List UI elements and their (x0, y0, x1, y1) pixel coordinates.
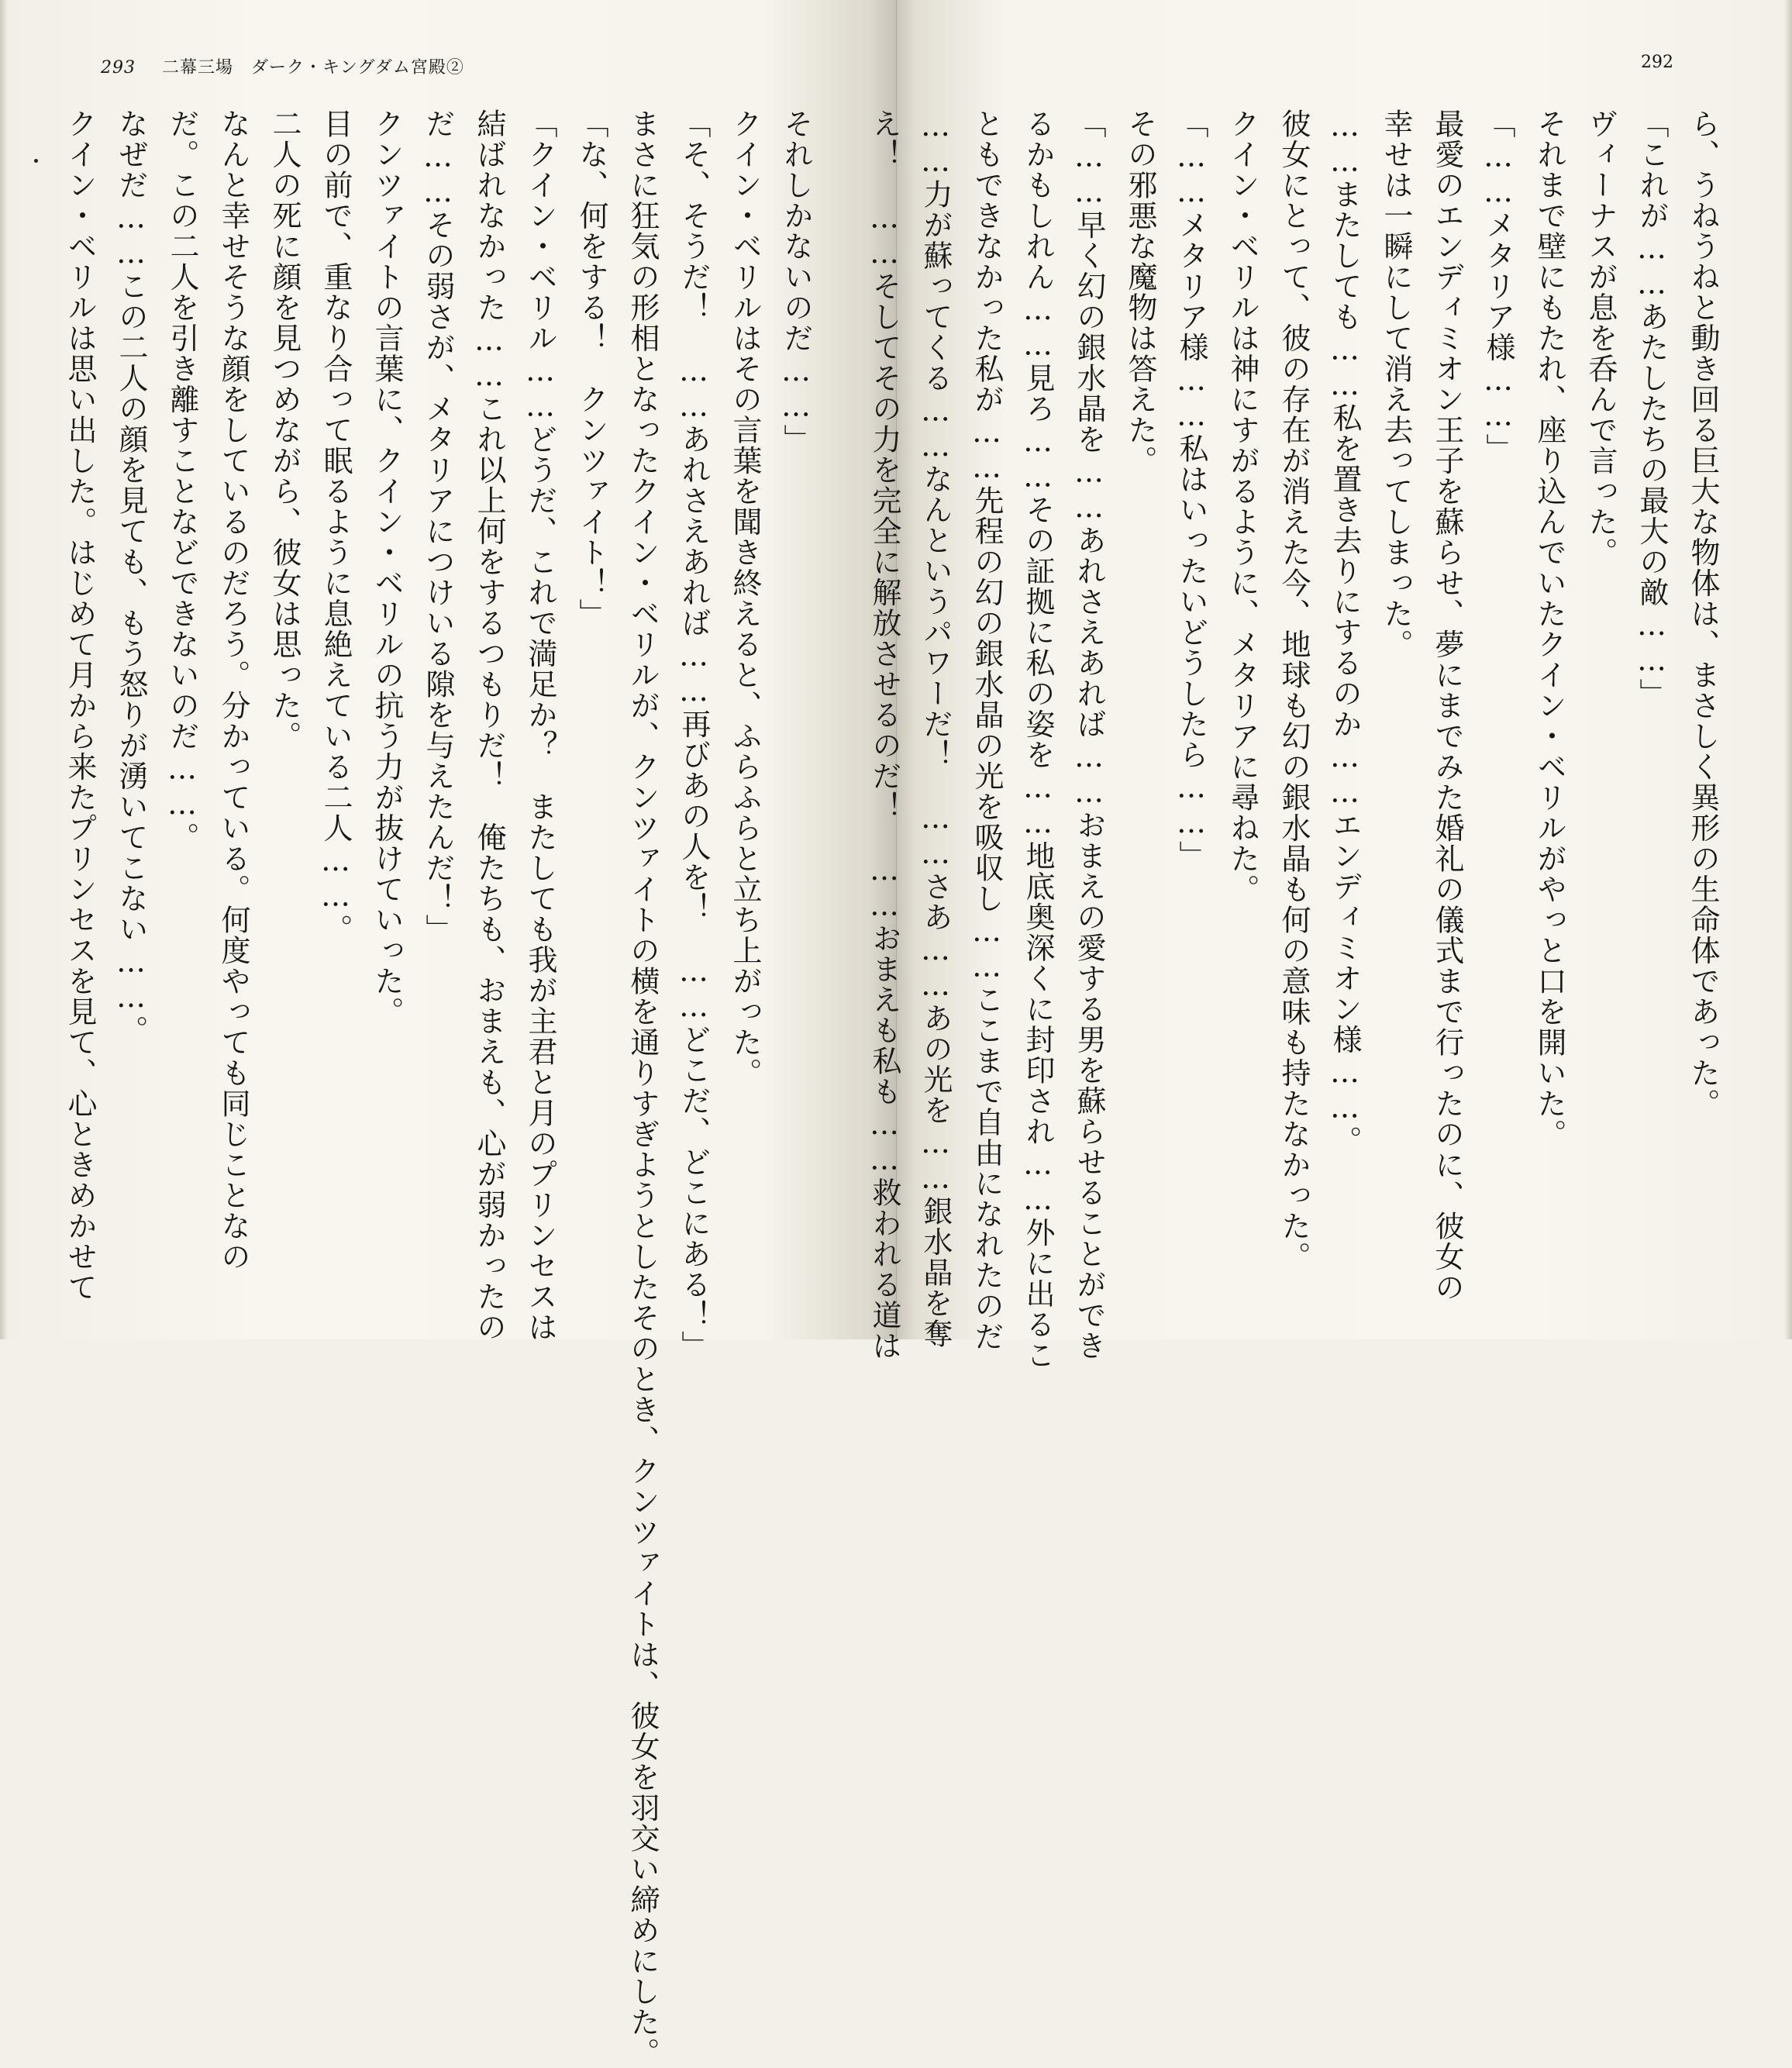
text-line: え！ ……そしてその力を完全に解放させるのだ！ ……おまえも私も……救われる道は (867, 109, 901, 1361)
text-line: ……力が蘇ってくる……なんというパワーだ！ ……さあ……あの光を……銀水晶を奪 (918, 109, 953, 1349)
ink-speck (34, 159, 38, 163)
text-line: 彼女にとって、彼の存在が消えた今、地球も幻の銀水晶も何の意味も持たなかった。 (1277, 109, 1311, 1272)
text-line: 幸せは一瞬にして消え去ってしまった。 (1379, 109, 1413, 660)
text-line: だ……その弱さが、メタリアにつけいる隙を与えたんだ！」 (421, 109, 455, 945)
text-line: 結ばれなかった……これ以上何をするつもりだ！ 俺たちも、おまえも、心が弱かったの (472, 109, 506, 1342)
chapter-title: 二幕三場 ダーク・キングダム宮殿② (162, 58, 464, 78)
text-line: まさに狂気の形相となったクイン・ベリルが、クンツァイトの横を通りすぎようとしたそのとき、クンツァイトは、彼女を羽交い締めにした。 (625, 109, 660, 2068)
text-line: 最愛のエンディミオン王子を蘇らせ、夢にまでみた婚礼の儀式まで行ったのに、彼女の (1430, 109, 1464, 1303)
text-line: クイン・ベリルはその言葉を聞き終えると、ふらふらと立ち上がった。 (728, 109, 762, 1088)
text-line: ら、うねうねと動き回る巨大な物体は、まさしく異形の生命体であった。 (1686, 109, 1720, 1119)
text-line: なぜだ……この二人の顔を見ても、もう怒りが湧いてこない……。 (114, 109, 148, 1046)
text-line: それしかないのだ……」 (779, 109, 813, 455)
text-line: 「……メタリア様……私はいったいどうしたら……」 (1174, 109, 1208, 871)
text-line: るかもしれん……見ろ……その証拠に私の姿を……地底奥深くに封印され……外に出るこ (1021, 109, 1055, 1370)
text-line: だ。この二人を引き離すことなどできないのだ……。 (165, 109, 199, 853)
text-line: 目の前で、重なり合って眠るように息絶えている二人……。 (319, 109, 353, 945)
running-head (101, 54, 464, 78)
text-line: クイン・ベリルは神にすがるように、メタリアに尋ねた。 (1225, 109, 1260, 905)
text-line: 「……早く幻の銀水晶を……あれさえあれば……おまえの愛する男を蘇らせることができ (1072, 109, 1106, 1361)
text-line: 「そ、そうだ！ ……あれさえあれば……再びあの人を！ ……どこだ、どこにある！」 (677, 109, 711, 1361)
text-line: ヴィーナスが息を呑んで言った。 (1584, 109, 1618, 568)
page-number-right: 292 (1641, 53, 1673, 72)
text-line: 「クイン・ベリル……どうだ、これで満足か？ またしても我が主君と月のプリンセスは (523, 109, 557, 1342)
page-edge-shadow (0, 0, 8, 1339)
text-line: 二人の死に顔を見つめながら、彼女は思った。 (267, 109, 302, 752)
right-page-text (867, 109, 1728, 1370)
page-number-left: 293 (101, 58, 136, 78)
text-line: ……またしても……私を置き去りにするのか……エンディミオン様……。 (1328, 109, 1362, 1156)
left-page-text (63, 109, 822, 2068)
text-line: それまで壁にもたれ、座り込んでいたクイン・ベリルがやっと口を開いた。 (1532, 109, 1566, 1149)
text-line: 「な、何をする！ クンツァイト！」 (574, 109, 608, 629)
text-line: ともできなかった私が……先程の幻の銀水晶の光を吸収し……ここまで自由になれたのだ (970, 109, 1004, 1352)
text-line: 「これが……あたしたちの最大の敵……」 (1635, 109, 1669, 709)
text-line: クイン・ベリルは思い出した。はじめて月から来たプリンセスを見て、心ときめかせて (63, 109, 97, 1303)
text-line: なんと幸せそうな顔をしているのだろう。分かっている。何度やっても同じことなの (216, 109, 250, 1272)
page-edge-shadow (1784, 0, 1792, 1339)
text-line: 「……メタリア様……」 (1481, 109, 1515, 464)
text-line: その邪悪な魔物は答えた。 (1123, 109, 1157, 476)
text-line: クンツァイトの言葉に、クイン・ベリルの抗う力が抜けていった。 (370, 109, 404, 1027)
